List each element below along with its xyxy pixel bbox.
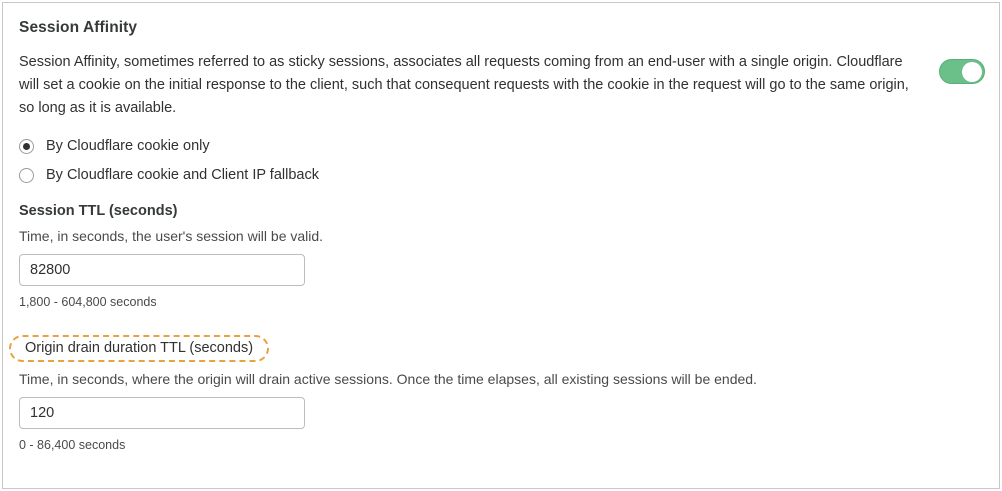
session-ttl-label: Session TTL (seconds) <box>19 203 178 219</box>
radio-icon[interactable] <box>19 168 34 183</box>
origin-drain-range: 0 - 86,400 seconds <box>19 438 126 452</box>
radio-label: By Cloudflare cookie only <box>46 138 210 154</box>
radio-option-cookie-and-ip[interactable] <box>19 167 983 183</box>
session-affinity-panel <box>2 2 1000 489</box>
radio-icon[interactable] <box>19 139 34 154</box>
origin-drain-input[interactable] <box>19 397 305 429</box>
origin-drain-label: Origin drain duration TTL (seconds) <box>9 335 269 362</box>
session-ttl-help: Time, in seconds, the user's session will be valid. <box>19 228 324 244</box>
radio-option-cookie-only[interactable] <box>19 138 983 154</box>
section-description: Session Affinity, sometimes referred to as sticky sessions, associates all requests coming from an end-user with a single origin. Cloudflare will set a cookie on the initial response to the client, such that consequent requests with the cookie in the request will go to the same origin, so long as it is available. <box>19 54 909 116</box>
radio-label: By Cloudflare cookie and Client IP fallback <box>46 167 319 183</box>
page-title: Session Affinity <box>19 19 138 36</box>
origin-drain-help: Time, in seconds, where the origin will drain active sessions. Once the time elapses, all existing sessions will be ended. <box>19 371 757 387</box>
session-affinity-toggle[interactable] <box>939 59 985 84</box>
toggle-knob <box>962 62 982 82</box>
session-ttl-range: 1,800 - 604,800 seconds <box>19 295 157 309</box>
session-ttl-input[interactable] <box>19 254 305 286</box>
